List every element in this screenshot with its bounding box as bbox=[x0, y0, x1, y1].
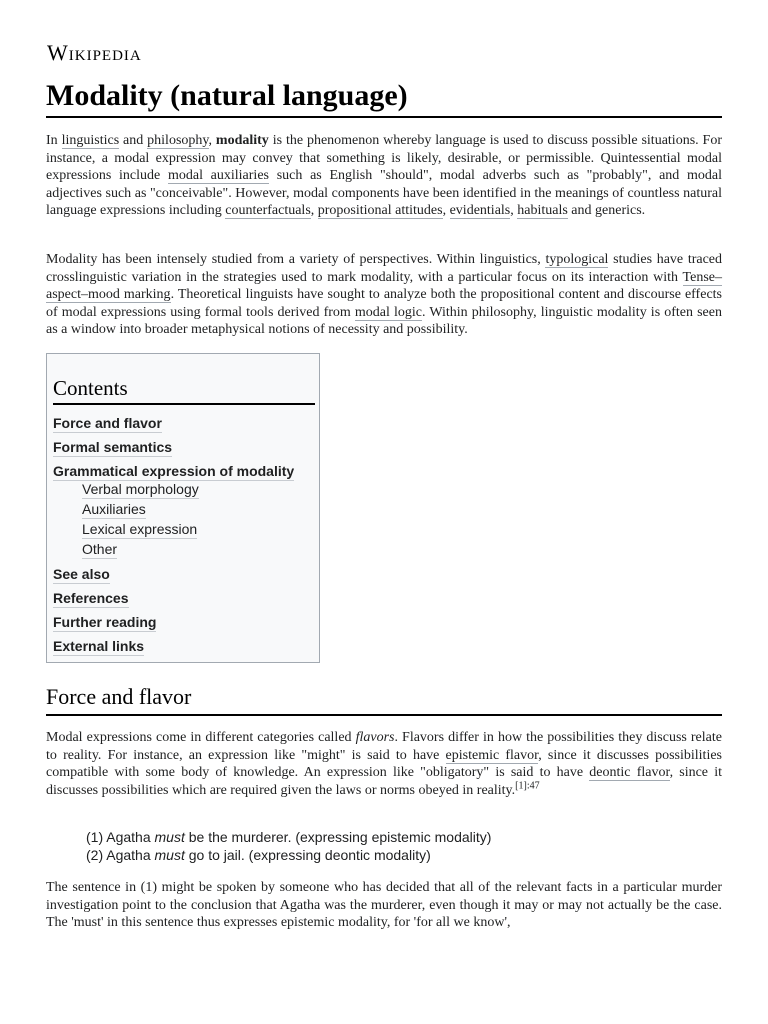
text: , bbox=[510, 203, 518, 218]
link-propositional-attitudes[interactable]: propositional attitudes bbox=[317, 203, 443, 218]
toc-item-lexical-expression[interactable]: Lexical expression bbox=[82, 521, 198, 537]
example-1 bbox=[86, 829, 491, 846]
link-deontic-flavor[interactable]: deontic flavor bbox=[589, 765, 670, 780]
text: , bbox=[442, 203, 450, 218]
citation-ref[interactable] bbox=[515, 780, 539, 791]
italic-must: must bbox=[154, 829, 185, 845]
link-counterfactuals[interactable]: counterfactuals bbox=[225, 203, 311, 218]
link-epistemic-flavor[interactable]: epistemic flavor bbox=[445, 747, 539, 763]
text: Modality has been intensely studied from a variety of perspectives. Within linguistics, bbox=[46, 252, 546, 267]
link-tense-aspect-mood[interactable]: Tense–aspect–mood marking bbox=[46, 269, 722, 302]
toc-item-external-links[interactable]: External links bbox=[53, 638, 145, 654]
text: studies have traced crosslinguistic variation in the strategies used to mark modality, with a particular focus on its interaction with bbox=[46, 252, 723, 285]
text: be the murderer. (expressing epistemic modality) bbox=[184, 829, 492, 845]
toc-item-formal-semantics[interactable]: Formal semantics bbox=[53, 439, 173, 455]
text: , bbox=[310, 203, 318, 218]
link-linguistics[interactable]: linguistics bbox=[61, 133, 120, 148]
text: In bbox=[46, 133, 62, 148]
bold-term: modality bbox=[215, 133, 269, 148]
link-typological[interactable]: typological bbox=[545, 252, 609, 267]
intro-paragraph-2 bbox=[46, 251, 722, 339]
text: . Theoretical linguists have sought to analyze both the propositional content and discourse effects of modal expressions using formal tools derived from bbox=[46, 287, 722, 320]
text: and generics. bbox=[567, 203, 646, 218]
toc-item-grammatical-expression[interactable]: Grammatical expression of modality bbox=[53, 463, 295, 479]
toc-item-auxiliaries[interactable]: Auxiliaries bbox=[82, 501, 146, 517]
toc-title: Contents bbox=[53, 376, 315, 405]
link-philosophy[interactable]: philosophy bbox=[147, 133, 209, 148]
text: , bbox=[208, 133, 216, 148]
text: and bbox=[119, 133, 148, 148]
text: is the phenomenon whereby language is used to discuss possible situations. For instance, a modal expression may convey that something is likely, desirable, or permissible. Quintessential modal expressions include bbox=[46, 133, 722, 183]
toc-item-see-also[interactable]: See also bbox=[53, 566, 110, 582]
text: (2) Agatha bbox=[86, 847, 155, 863]
section-heading-force-and-flavor: Force and flavor bbox=[46, 684, 722, 716]
wikipedia-wordmark[interactable]: Wikipedia bbox=[47, 40, 142, 65]
toc-item-verbal-morphology[interactable]: Verbal morphology bbox=[82, 481, 199, 497]
link-modal-auxiliaries[interactable]: modal auxiliaries bbox=[167, 168, 269, 183]
section1-paragraph-2: The sentence in (1) might be spoken by someone who has decided that all of the relevant facts in a particular murder investigation point to the conclusion that Agatha was the murderer, even though it may or may not actually be the case. The 'must' in this sentence thus expresses epistemic modality, for 'for all we know', bbox=[46, 880, 722, 930]
italic-must: must bbox=[154, 847, 185, 863]
link-evidentials[interactable]: evidentials bbox=[449, 203, 511, 218]
text: (1) Agatha bbox=[86, 829, 155, 845]
text: such as English "should", modal adverbs such as "probably", and modal adjectives such as "conceivable". However, modal components have been identified in the meanings of countless natural language expressions including bbox=[46, 168, 722, 218]
intro-paragraph-1 bbox=[46, 132, 722, 220]
text: , since it discusses possibilities which are required given the laws or norms obeyed in reality. bbox=[46, 765, 722, 798]
page-title: Modality (natural language) bbox=[46, 78, 722, 118]
toc-item-references[interactable]: References bbox=[53, 590, 129, 606]
toc-item-further-reading[interactable]: Further reading bbox=[53, 614, 157, 630]
text: . Flavors differ in how the possibilities they discuss relate to reality. For instance, an expression like "might" is said to have bbox=[46, 730, 722, 763]
text: . Within philosophy, linguistic modality is often seen as a window into broader metaphysical notions of necessity and possibility. bbox=[46, 304, 722, 337]
link-modal-logic[interactable]: modal logic bbox=[354, 304, 422, 320]
example-2 bbox=[86, 847, 431, 864]
italic-flavors: flavors bbox=[355, 730, 395, 745]
text: go to jail. (expressing deontic modality) bbox=[184, 847, 431, 863]
toc-item-force-and-flavor[interactable]: Force and flavor bbox=[53, 415, 162, 431]
citation-text[interactable]: [1]:47 bbox=[515, 779, 540, 791]
text: Modal expressions come in different categories called bbox=[46, 730, 356, 745]
text: , since it discusses possibilities compatible with some body of knowledge. An expression like "obligatory" is said to have bbox=[46, 747, 723, 780]
table-of-contents bbox=[46, 353, 320, 663]
section1-paragraph-1 bbox=[46, 729, 722, 799]
link-habituals[interactable]: habituals bbox=[517, 203, 568, 218]
toc-item-other[interactable]: Other bbox=[82, 541, 118, 557]
